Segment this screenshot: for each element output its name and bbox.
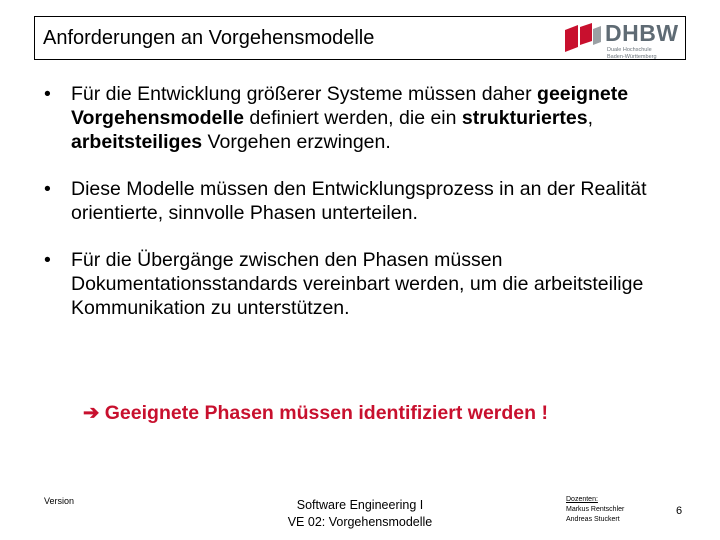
logo-subtitle-line1: Duale Hochschule [607,47,652,53]
conclusion [83,401,548,425]
bullet-item [44,82,684,154]
footer-course [270,497,450,531]
bullet-text: Für die Übergänge zwischen den Phasen müssen Dokumentationsstandards vereinbart werden, um die arbeitsteilige Kommunikation zu unterstützen. [71,249,644,319]
bullet-item [44,177,684,225]
footer-course-title: Software Engineering I [296,498,424,512]
bullet-text: Diese Modelle müssen den Entwicklungsprozess in an der Realität orientierte, sinnvolle Phasen unterteilen. [71,178,647,224]
logo-subtitle-line2: Baden-Württemberg [607,54,657,60]
bullet-text: definiert werden, die ein [244,107,462,129]
arrow-right-icon: ➔ [83,402,100,424]
bullet-marker: • [44,83,51,105]
dhbw-logo-mark-icon [561,21,605,57]
conclusion-text: Geeignete Phasen müssen identifiziert werden ! [104,402,548,424]
title-frame [34,16,686,60]
bullet-text: , [587,107,594,129]
footer-authors-heading: Dozenten: [566,496,598,503]
bullet-marker: • [44,178,51,200]
footer-course-unit: VE 02: Vorgehensmodelle [287,515,433,529]
footer-authors [566,495,624,525]
bullet-emphasis: geeignete Vorgehensmodelle [71,83,629,129]
footer-version: Version [44,496,75,506]
footer-author: Markus Rentschler [566,506,625,513]
bullet-emphasis: strukturiertes [461,107,588,129]
logo-wordmark: DHBW [605,20,679,46]
bullet-item [44,248,684,320]
bullet-text: Für die Entwicklung größerer Systeme müssen daher [71,83,538,105]
bullet-list [44,82,684,343]
dhbw-logo [561,20,683,60]
bullet-emphasis: arbeitsteiliges [71,131,203,153]
page-title: Anforderungen an Vorgehensmodelle [43,27,375,49]
bullet-marker: • [44,249,51,271]
page-number: 6 [676,505,683,517]
bullet-text: Vorgehen erzwingen. [202,131,391,153]
footer-author: Andreas Stuckert [566,516,620,523]
